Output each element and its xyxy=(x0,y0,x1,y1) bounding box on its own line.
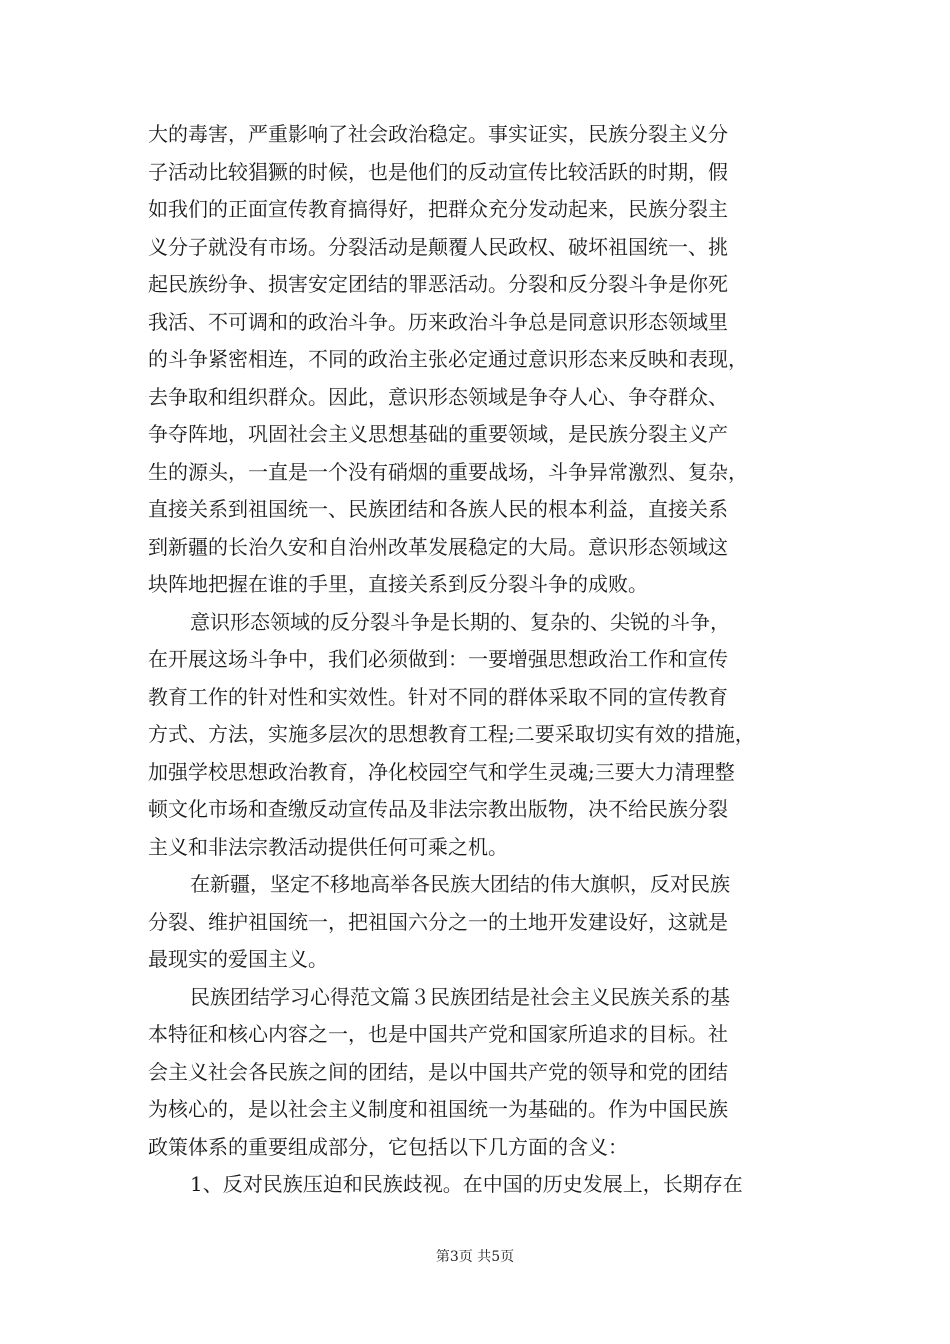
text-line: 会主义社会各民族之间的团结，是以中国共产党的领导和党的团结 xyxy=(148,1059,728,1084)
text-line: 本特征和核心内容之一，也是中国共产党和国家所追求的目标。社 xyxy=(148,1022,728,1046)
text-line: 大的毒害，严重影响了社会政治稳定。事实证实，民族分裂主义分 xyxy=(148,122,728,146)
total-page-count: 5 xyxy=(491,1249,501,1265)
paragraph-first-line: 民族团结学习心得范文篇３民族团结是社会主义民族关系的基 xyxy=(190,984,730,1009)
text-line: 最现实的爱国主义。 xyxy=(148,947,328,971)
text-line: 去争取和组织群众。因此，意识形态领域是争夺人心、争夺群众、 xyxy=(148,384,728,409)
text-line: 为核心的，是以社会主义制度和祖国统一为基础的。作为中国民族 xyxy=(148,1097,728,1121)
text-line: 主义和非法宗教活动提供任何可乘之机。 xyxy=(148,834,508,859)
text-line: 义分子就没有市场。分裂活动是颠覆人民政权、破坏祖国统一、挑 xyxy=(148,234,728,259)
paragraph-first-line: 在新疆，坚定不移地高举各民族大团结的伟大旗帜，反对民族 xyxy=(190,872,730,896)
text-line: 块阵地把握在谁的手里，直接关系到反分裂斗争的成败。 xyxy=(148,572,648,596)
text-line: 到新疆的长治久安和自治州改革发展稳定的大局。意识形态领域这 xyxy=(148,534,728,559)
text-line: 直接关系到祖国统一、民族团结和各族人民的根本利益，直接关系 xyxy=(148,497,728,521)
paragraph-first-line: 意识形态领域的反分裂斗争是长期的、复杂的、尖锐的斗争， xyxy=(190,609,730,634)
text-line: 的斗争紧密相连，不同的政治主张必定通过意识形态来反映和表现， xyxy=(148,347,748,371)
footer-middle: 页 共 xyxy=(458,1249,492,1265)
text-line: 我活、不可调和的政治斗争。历来政治斗争总是同意识形态领域里 xyxy=(148,309,728,334)
text-line: 方式、方法，实施多层次的思想教育工程;二要采取切实有效的措施， xyxy=(148,722,755,746)
text-line: 子活动比较猖獗的时候，也是他们的反动宣传比较活跃的时期，假 xyxy=(148,159,728,184)
text-line: 生的源头，一直是一个没有硝烟的重要战场，斗争异常激烈、复杂， xyxy=(148,459,748,484)
text-line: 顿文化市场和查缴反动宣传品及非法宗教出版物，决不给民族分裂 xyxy=(148,797,728,821)
text-line: 起民族纷争、损害安定团结的罪恶活动。分裂和反分裂斗争是你死 xyxy=(148,272,728,296)
footer-prefix: 第 xyxy=(435,1249,450,1265)
document-body xyxy=(148,116,808,1204)
current-page-number: 3 xyxy=(449,1249,459,1265)
page-footer xyxy=(0,1246,950,1266)
text-line: 如我们的正面宣传教育搞得好，把群众充分发动起来，民族分裂主 xyxy=(148,197,728,221)
text-line: 教育工作的针对性和实效性。针对不同的群体采取不同的宣传教育 xyxy=(148,684,728,709)
footer-suffix: 页 xyxy=(500,1249,515,1265)
text-line: 分裂、维护祖国统一，把祖国六分之一的土地开发建设好，这就是 xyxy=(148,909,728,934)
text-line: 政策体系的重要组成部分，它包括以下几方面的含义： xyxy=(148,1134,628,1159)
text-line: 加强学校思想政治教育，净化校园空气和学生灵魂;三要大力清理整 xyxy=(148,759,735,784)
text-line: 在开展这场斗争中，我们必须做到：一要增强思想政治工作和宣传 xyxy=(148,647,728,671)
text-line: 争夺阵地，巩固社会主义思想基础的重要领域，是民族分裂主义产 xyxy=(148,422,728,446)
paragraph-first-line: 1、反对民族压迫和民族歧视。在中国的历史发展上，长期存在 xyxy=(190,1172,743,1196)
